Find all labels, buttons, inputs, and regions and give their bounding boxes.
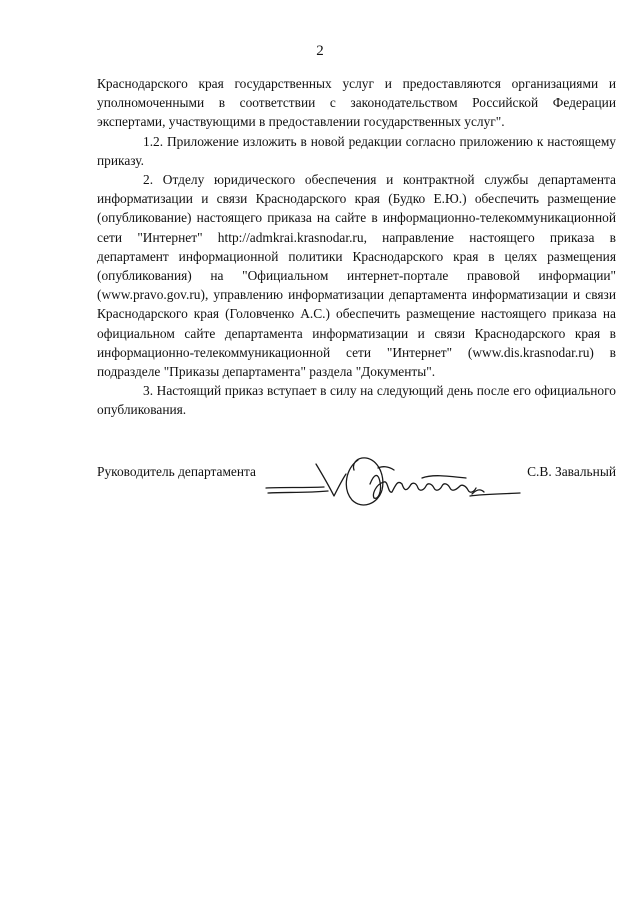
paragraph-2: 2. Отделу юридического обеспечения и контрактной службы департамента информатизации и связи Краснодарского края (Будко Е.Ю.) обеспечить размещение (опубликование) настоящего приказа на сайте в информационно-телекоммуникационной сети "Интернет" http://admkrai.krasnodar.ru, направление настоящего приказа в департамент информационной политики Краснодарского края в целях размещения (опубликования) на "Официальном интернет-портале правовой информации" (www.pravo.gov.ru), управлению информатизации департамента информатизации и связи Краснодарского края (Головченко А.С.) обеспечить размещение настоящего приказа на официальном сайте департамента информатизации и связи Краснодарского края в информационно-телекоммуникационной сети "Интернет" (www.dis.krasnodar.ru) в подразделе "Приказы департамента" раздела "Документы". (97, 172, 616, 380)
page-number: 2 (316, 43, 324, 59)
signatory-title: Руководитель департамента (97, 464, 256, 479)
handwritten-signature (262, 444, 524, 514)
paragraph-3: 3. Настоящий приказ вступает в силу на следующий день после его официального опубликования. (97, 383, 616, 418)
paragraph-1-2: 1.2. Приложение изложить в новой редакции согласно приложению к настоящему приказу. (97, 133, 616, 168)
document-body (97, 74, 616, 420)
signatory-name: С.В. Завальный (527, 464, 616, 479)
paragraph-continuation: Краснодарского края государственных услуг и предоставляются организациями и уполномоченными в соответствии с законодательством Российской Федерации экспертами, участвующими в предоставлении государственных услуг". (97, 76, 616, 130)
